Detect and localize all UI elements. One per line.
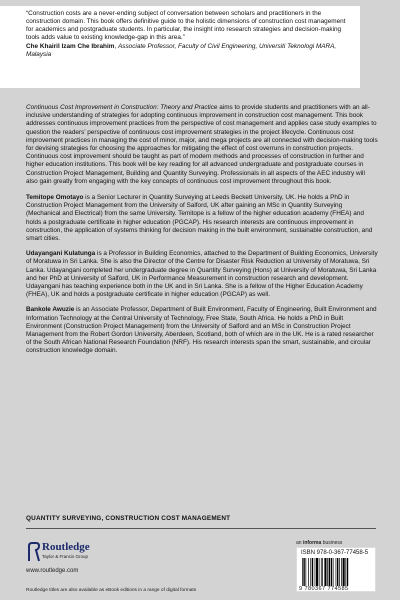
- barcode-bar: [319, 558, 320, 586]
- author-name: Temitope Omotayo: [26, 194, 84, 202]
- barcode-bar: [333, 558, 334, 586]
- barcode-bar: [336, 558, 337, 586]
- divider: [26, 528, 376, 529]
- author-bio-text: is an Associate Professor, Department of Built Environment, Faculty of Engineering, Built Environment and Information Technology at the Central University of Technology, Free State, South Africa. He holds a PhD in Built Environment (Construction Project Management) from the University of Salford and an MSc in Construction Project Management from the Robert Gordon University, Aberdeen, Scotland, both of which are in the UK. He is a rated researcher of the South African National Research Foundation (NRF). His research interests span the smart, sustainable, and circular construction knowledge domain.: [26, 306, 377, 355]
- book-blurb: [26, 104, 378, 363]
- author-name: Udayangani Kulatunga: [26, 250, 96, 258]
- barcode-bar: [345, 558, 346, 586]
- barcode-bar: [327, 558, 328, 586]
- author-name: Bankole Awuzie: [26, 306, 75, 314]
- author-bio-text: is a Senior Lecturer in Quantity Surveying at Leeds Beckett University, UK. He holds a PhD in Construction Project Management from the University of Salford, UK after gaining an MSc in Quantity Surveying (Mechanical and Electrical) from the same University. Temitope is a fellow of the higher education academy (FHEA) and holds a postgraduate certificate in higher education (PGCAP). His research interests are continuous improvement in construction, the application of systems thinking for decision making in the built environment, sustainable construction, and smart cities.: [26, 194, 373, 243]
- publisher-name: Routledge: [42, 541, 90, 553]
- barcode-bar: [329, 558, 330, 586]
- author-bio-2: [26, 250, 378, 299]
- quote-attribution: Che Khairil Izam Che Ibrahim, Associate Professor, Faculty of Civil Engineering, Universiti Teknologi MARA, Malaysia: [26, 43, 337, 59]
- barcode-bar: [310, 558, 311, 586]
- quote-affiliation: Associate Professor, Faculty of Civil Engineering, Universiti Teknologi MARA, Malaysia: [26, 43, 337, 59]
- author-bio-3: [26, 306, 378, 355]
- barcode-bar: [324, 558, 326, 586]
- publisher-website[interactable]: www.routledge.com: [26, 568, 79, 574]
- barcode-bar: [315, 558, 316, 586]
- book-title: Continuous Cost Improvement in Construction: Theory and Practice: [26, 104, 218, 111]
- barcode-bar: [322, 558, 323, 586]
- barcode-bar: [321, 558, 322, 586]
- author-bio-1: [26, 194, 378, 243]
- description-paragraph: [26, 104, 378, 186]
- isbn: ISBN 978-0-367-77458-5: [301, 550, 369, 556]
- imprint-prefix: an: [296, 540, 302, 546]
- barcode-bar: [339, 558, 340, 586]
- barcode-bar: [306, 558, 307, 586]
- informa-imprint: [296, 540, 342, 546]
- barcode-bar: [331, 558, 332, 586]
- barcode-image: [301, 558, 373, 586]
- barcode-bar: [343, 558, 345, 586]
- barcode-bar: [347, 558, 348, 586]
- barcode-bar: [337, 558, 338, 586]
- barcode-bar: [316, 558, 318, 586]
- endorsement-quote: [0, 6, 360, 88]
- barcode-box: [296, 547, 376, 592]
- description-text: aims to provide students and practitioners with an all-inclusive understanding of strategies for adopting continuous improvement in construction cost management. This book addresses continuous improvement practices from the perspective of cost management and applies case study examples to question the readers’ perspective of continuous cost improvement strategies in the project lifecycle. Continuous cost improvement practices in managing the cost of minor, major, and mega projects are all connected with decision-making tools for devising strategies for choosing the approaches for mitigating the effect of cost overruns in construction projects. Continuous cost improvement should be taught as part of modern methods and processes of construction in further and higher education institutions. This book will be key reading for all advanced undergraduate and postgraduate courses in Construction Project Management, Building and Quantity Surveying. Professionals in all aspects of the AEC industry will also gain greatly from engaging with the key concepts of continuous cost improvement throughout this book.: [26, 104, 378, 185]
- subject-categories: QUANTITY SURVEYING, CONSTRUCTION COST MANAGEMENT: [26, 515, 231, 522]
- quote-text: “Construction costs are a never-ending subject of conversation between scholars and practitioners in the construction domain. This book offers definitive guide to the holistic dimensions of construction cost management for academics and postgraduate students. In particular, the insight into research strategies and decision-making tools adds value to existing knowledge-gap in this area.”: [26, 10, 346, 42]
- imprint-name: informa: [302, 540, 322, 546]
- barcode-bar: [308, 558, 309, 586]
- author-bio-text: is a Professor in Building Economics, attached to the Department of Building Economics, University of Moratuwa in Sri Lanka. She is also the Director of the Centre for Disaster Risk Reduction at University of Moratuwa, Sri Lanka. Udayangani completed her undergraduate degree in Quantity Surveying (Hons) at University of Moratuwa, Sri Lanka and her PhD at University of Salford, UK in Performance Measurement in construction research and development. Udayangani has teaching experience both in the UK and in Sri Lanka. She is a fellow of the Higher Education Academy (FHEA), UK and holds a postgraduate certificate in higher education (PGCAP) as well.: [26, 250, 378, 299]
- barcode-bar: [312, 558, 313, 586]
- imprint-suffix: business: [322, 540, 343, 546]
- quote-author: Che Khairil Izam Che Ibrahim: [26, 43, 115, 51]
- barcode-bar: [303, 558, 304, 586]
- barcode-number: 9 780367 774585: [299, 586, 349, 592]
- publisher-logo: [26, 540, 146, 570]
- barcode-bar: [341, 558, 342, 586]
- barcode-bar: [302, 558, 303, 586]
- ebook-note: Routledge titles are also available as eBook editions in a range of digital formats: [26, 588, 197, 593]
- publisher-group: Taylor & Francis Group: [42, 554, 89, 559]
